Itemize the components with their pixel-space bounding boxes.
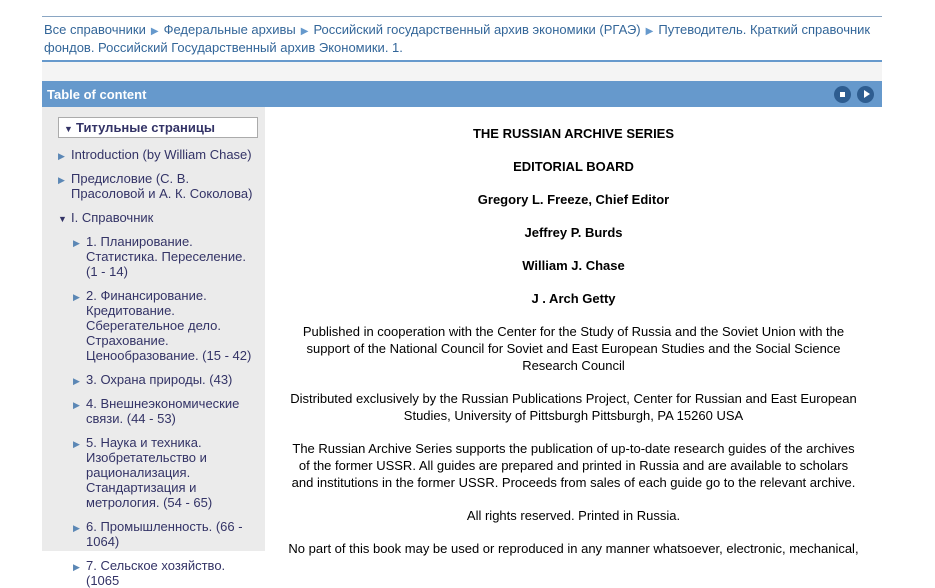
sidebar-tree (42, 107, 265, 588)
sidebar-subitem-6[interactable] (73, 519, 259, 549)
sidebar-item-label: 3. Охрана природы. (43) (86, 372, 233, 387)
tree-expand-icon[interactable]: ▶ (73, 376, 80, 386)
sidebar-item-label: Предисловие (С. В. Прасоловой и А. К. Соколова) (71, 171, 253, 201)
tree-collapse-icon[interactable]: ▼ (64, 124, 73, 134)
sidebar-subitem-7[interactable] (73, 558, 259, 588)
content-heading-editorial-board: EDITORIAL BOARD (513, 159, 634, 174)
content-paragraph-published: Published in cooperation with the Center for the Study of Russia and the Soviet Union with the support of the National Council for Soviet and East European Studies and the Social Science Research Council (302, 324, 845, 373)
content-heading-getty: J . Arch Getty (531, 291, 616, 306)
sidebar-subitem-3[interactable] (73, 372, 259, 387)
sidebar-subtree (73, 234, 259, 588)
sidebar-item-label: I. Справочник (71, 210, 154, 225)
panel-title: Table of content (47, 86, 147, 102)
sidebar-subitem-5[interactable] (73, 435, 259, 510)
content-paragraph-series-support: The Russian Archive Series supports the publication of up-to-date research guides of the archives of the former USSR. All guides are prepared and printed in Russia and are available to scholars and institutions in the former USSR. Proceeds from sales of each guide go to the relevant archive. (291, 441, 856, 490)
breadcrumb-link-guide[interactable]: Путеводитель. Краткий справочник фондов. Российский Государственный архив Экономики. 1. (44, 22, 871, 55)
sidebar-subitem-1[interactable] (73, 234, 259, 279)
breadcrumb-link-all-guides[interactable]: Все справочники (44, 22, 146, 37)
tree-expand-icon[interactable]: ▶ (73, 238, 80, 248)
panel-header (42, 81, 882, 107)
tree-expand-icon[interactable]: ▶ (73, 292, 80, 302)
page (0, 16, 935, 588)
collapse-panel-button[interactable] (834, 86, 851, 103)
spacer-strip (42, 62, 882, 81)
tree-expand-icon[interactable]: ▶ (73, 400, 80, 410)
breadcrumb-separator-icon: ▶ (645, 26, 654, 37)
expand-panel-button[interactable] (857, 86, 874, 103)
sidebar-subitem-2[interactable] (73, 288, 259, 363)
tree-expand-icon[interactable]: ▶ (58, 151, 65, 161)
stop-square-icon (840, 92, 845, 97)
sidebar-item-label: 2. Финансирование. Кредитование. Сберегательное дело. Страхование. Ценообразование. (15 - 42) (86, 288, 252, 363)
play-triangle-icon (864, 90, 870, 98)
sidebar-item-introduction[interactable] (58, 147, 259, 162)
document-content (265, 107, 882, 556)
sidebar-item-title-pages[interactable] (58, 117, 258, 138)
sidebar-item-label: 5. Наука и техника. Изобретательство и рационализация. Стандартизация и метрология. (54 - 65) (86, 435, 213, 510)
content-heading-chief-editor: Gregory L. Freeze, Chief Editor (477, 192, 670, 207)
tree-expand-icon[interactable]: ▶ (73, 439, 80, 449)
content-paragraph-rights: All rights reserved. Printed in Russia. (466, 508, 681, 523)
tree-expand-icon[interactable]: ▶ (58, 175, 65, 185)
content-heading-chase: William J. Chase (522, 258, 625, 273)
sidebar-item-label: 1. Планирование. Статистика. Переселение. (1 - 14) (86, 234, 246, 279)
content-heading-burds: Jeffrey P. Burds (524, 225, 623, 240)
sidebar-item-label: 6. Промышленность. (66 - 1064) (86, 519, 243, 549)
sidebar-item-label: 7. Сельское хозяйство. (1065 (86, 558, 226, 588)
breadcrumb (42, 16, 882, 62)
tree-collapse-icon[interactable]: ▼ (58, 214, 67, 224)
sidebar-item-label: Introduction (by William Chase) (71, 147, 252, 162)
sidebar-item-label: 4. Внешнеэкономические связи. (44 - 53) (86, 396, 240, 426)
content-heading-series: THE RUSSIAN ARCHIVE SERIES (472, 126, 675, 141)
breadcrumb-separator-icon: ▶ (150, 26, 159, 37)
sidebar-item-spravochnik[interactable] (58, 210, 259, 225)
sidebar-item-label: Титульные страницы (76, 120, 215, 135)
tree-expand-icon[interactable]: ▶ (73, 523, 80, 533)
breadcrumb-link-federal-archives[interactable]: Федеральные архивы (163, 22, 296, 37)
sidebar-subitem-4[interactable] (73, 396, 259, 426)
sidebar-item-predislovie[interactable] (58, 171, 259, 201)
content-paragraph-no-part: No part of this book may be used or reproduced in any manner whatsoever, electronic, mechanical, (288, 541, 859, 556)
tree-expand-icon[interactable]: ▶ (73, 562, 80, 572)
breadcrumb-link-rgae[interactable]: Российский государственный архив экономики (РГАЭ) (313, 22, 641, 37)
content-paragraph-distributed: Distributed exclusively by the Russian Publications Project, Center for Russian and East European Studies, University of Pittsburgh Pittsburgh, PA 15260 USA (290, 391, 857, 423)
breadcrumb-separator-icon: ▶ (300, 26, 309, 37)
